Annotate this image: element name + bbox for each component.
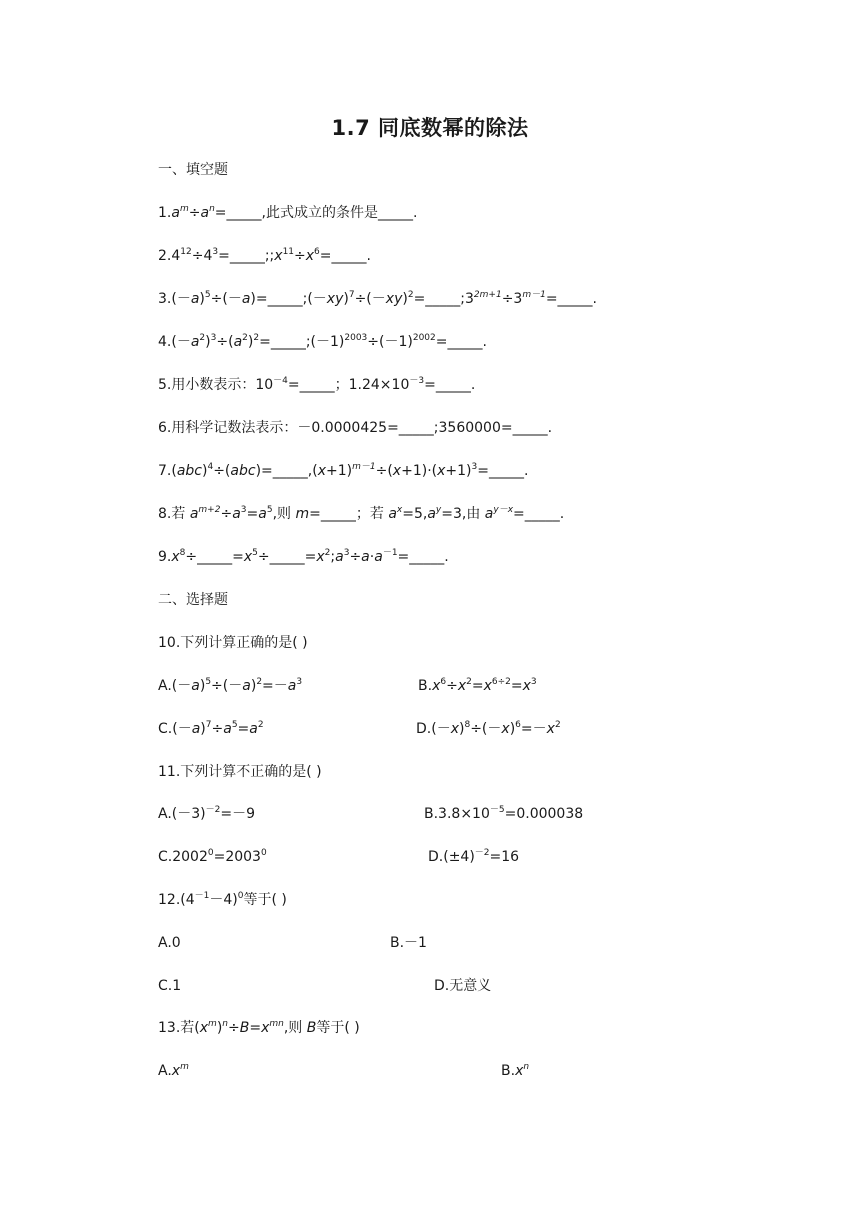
question-8: 8.若 $a^{m+2}\div a^3=a^5$,则 m=_____；若 $a^x=5,a^y=3$,由 $a^{y-x}=\_\_\_\_\_$. [158,505,565,522]
question-3: $3.(-a)^5\div(-a)=\_\_\_\_\_;(-xy)^7\div(-xy)^2=\_\_\_\_\_;3^{2m+1}\div 3^{m-1}=\_\_\_\_\_$. [158,290,598,307]
question-12-stem: $12.(4^{-1}-4)^0$等于( ) [158,891,287,908]
question-7: $7.(abc)^4\div(abc)=\_\_\_\_\_,(x+1)^{m-1}\div(x+1)\cdot(x+1)^3=\_\_\_\_\_$. [158,462,529,479]
q12-option-a: A.0 [158,935,181,951]
question-4: $4.(-a^2)^3\div(a^2)^2=\_\_\_\_\_;(-1)^{2003}\div(-1)^{2002}=\_\_\_\_\_$. [158,333,487,350]
q10-option-c: $C.(-a)^7\div a^5=a^2$ [158,720,264,737]
question-1: $1.a^m\div a^n=\_\_\_\_\_$,此式成立的条件是_____. [158,204,418,221]
question-13-stem: 13.若$(x^m)^n\div B=x^{mn}$,则 B等于( ) [158,1019,360,1036]
question-11-stem: 11.下列计算不正确的是( ) [158,764,322,780]
page-title: 1.7 同底数幂的除法 [331,116,529,140]
q13-option-a: $A.x^m$ [158,1062,189,1079]
question-10-stem: 10.下列计算正确的是( ) [158,635,308,651]
q10-option-a: $A.(-a)^5\div(-a)^2=-a^3$ [158,677,303,694]
q10-option-b: $B.x^6\div x^2=x^{6\div 2}=x^3$ [418,677,537,694]
q11-option-d: $D.(\pm 4)^{-2}=16$ [428,848,520,865]
question-2: $2.4^{12}\div 4^3=\_\_\_\_\_;;x^{11}\div x^6=\_\_\_\_\_$. [158,247,371,264]
section-heading-fill: 一、填空题 [158,162,228,178]
q10-option-d: $D.(-x)^8\div(-x)^6=-x^2$ [416,720,561,737]
question-6: 6.用科学记数法表示：－0.0000425=_____;3560000=_____. [158,420,553,436]
q13-option-b: $B.x^n$ [501,1062,530,1079]
q11-option-c: $C.2002^0=2003^0$ [158,848,267,865]
q12-option-c: C.1 [158,978,182,994]
question-5: 5.用小数表示：$10^{-4}=\_\_\_\_\_$；$1.24\times 10^{-3}=\_\_\_\_\_$. [158,376,476,393]
q11-option-a: $A.(-3)^{-2}=-9$ [158,805,255,822]
q11-option-b: $B.3.8\times 10^{-5}=0.000038$ [424,805,584,822]
question-9: $9.x^8\div\_\_\_\_\_=x^5\div\_\_\_\_\_=x^2;a^3\div a\cdot a^{-1}=\_\_\_\_\_$. [158,548,449,565]
q12-option-b: B.－1 [390,935,427,951]
section-heading-choice: 二、选择题 [158,592,228,608]
q12-option-d: D.无意义 [434,978,492,994]
